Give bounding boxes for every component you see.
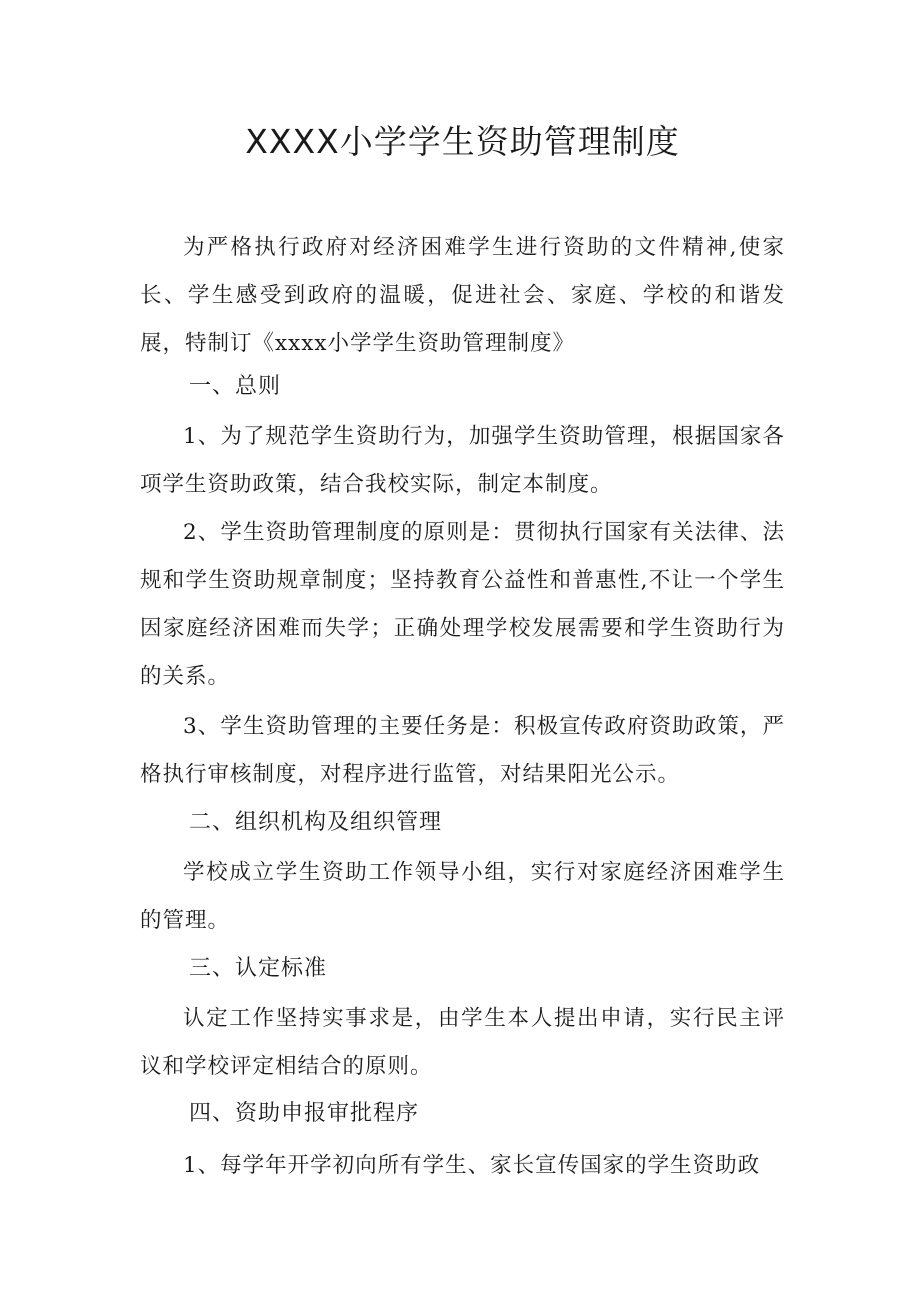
procedure-clause-1: 1、每学年开学初向所有学生、家长宣传国家的学生资助政 (183, 1153, 761, 1178)
intro-paragraph: 为严格执行政府对经济困难学生进行资助的文件精神,使家长、学生感受到政府的温暖，促进社会、家庭、学校的和谐发展，特制订《xxxx小学学生资助管理制度》 (140, 235, 785, 356)
general-clause-3: 3、学生资助管理的主要任务是：积极宣传政府资助政策，严格执行审核制度，对程序进行监管，对结果阳光公示。 (140, 714, 785, 787)
general-clause-1: 1、为了规范学生资助行为，加强学生资助管理，根据国家各项学生资助政策，结合我校实际，制定本制度。 (140, 424, 785, 497)
criteria-paragraph: 认定工作坚持实事求是，由学生本人提出申请，实行民主评议和学校评定相结合的原则。 (140, 1006, 785, 1079)
section-heading-organization: 二、组织机构及组织管理 (189, 810, 443, 835)
document-title: XXXX小学学生资助管理制度 (245, 122, 680, 161)
section-heading-criteria: 三、认定标准 (189, 956, 328, 981)
section-heading-general: 一、总则 (189, 374, 282, 399)
section-heading-procedure: 四、资助申报审批程序 (189, 1101, 420, 1126)
general-clause-2: 2、学生资助管理制度的原则是：贯彻执行国家有关法律、法规和学生资助规章制度；坚持教育公益性和普惠性,不让一个学生因家庭经济困难而失学；正确处理学校发展需要和学生资助行为的关系。 (140, 520, 785, 689)
organization-paragraph: 学校成立学生资助工作领导小组，实行对家庭经济困难学生的管理。 (140, 860, 785, 933)
